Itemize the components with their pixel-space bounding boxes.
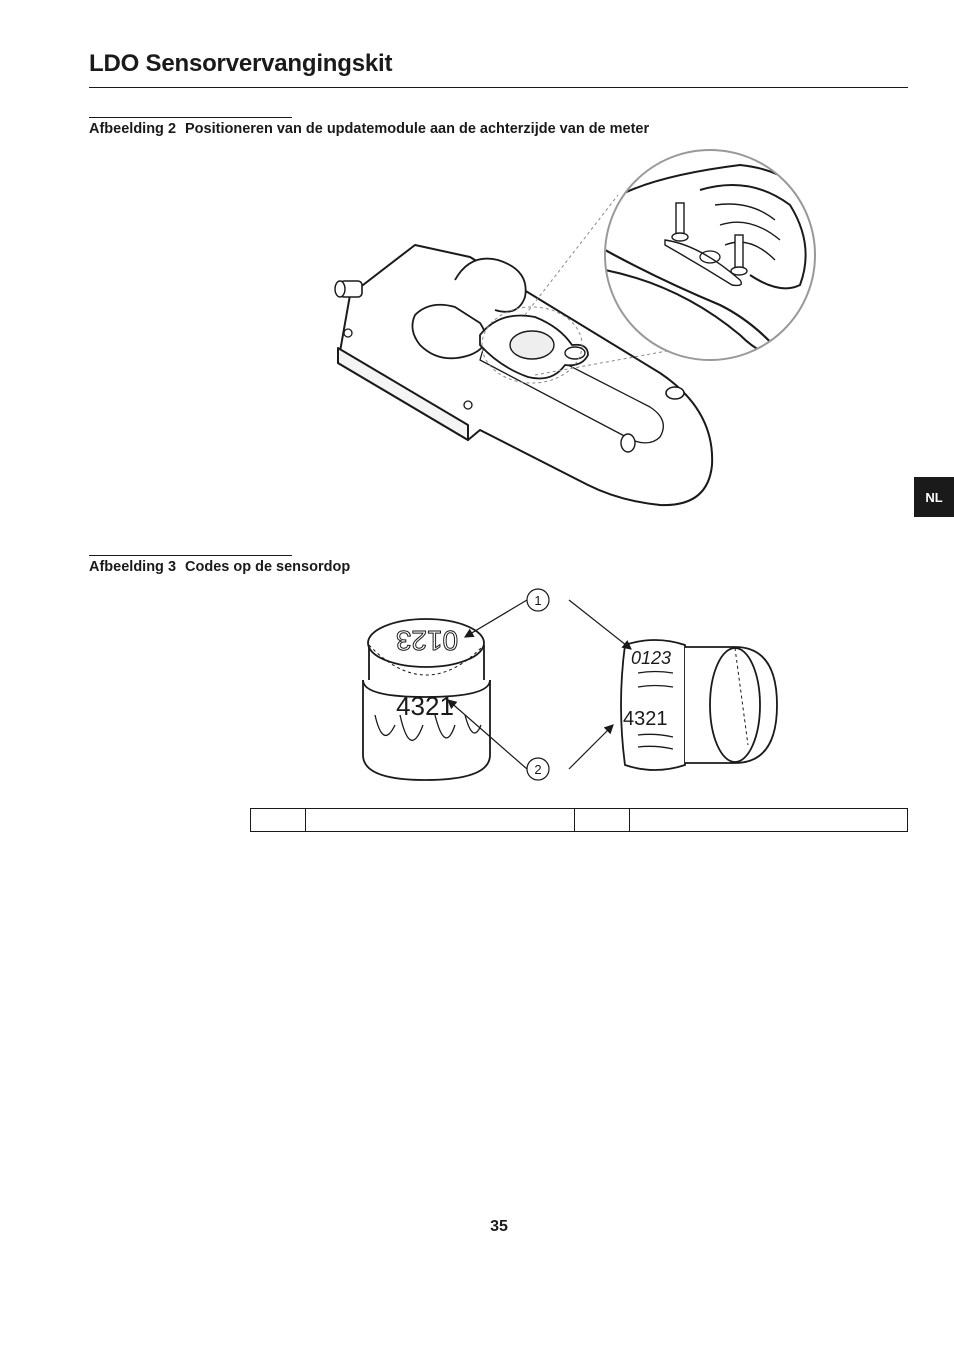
figure-3-caption-text: Codes op de sensordop (185, 559, 351, 575)
page-title: LDO Sensorvervangingskit (89, 50, 393, 77)
figure-2-label: Afbeelding 2 (89, 121, 177, 137)
table-row (251, 809, 908, 832)
figure-3-label: Afbeelding 3 (89, 559, 177, 575)
legend-num-2 (575, 809, 630, 832)
figure-2-caption (89, 121, 649, 137)
figure-2-caption-rule (89, 117, 292, 118)
legend-desc-1 (306, 809, 575, 832)
figure-3-caption (89, 559, 350, 575)
legend-desc-2 (630, 809, 908, 832)
figure-2-illustration (320, 145, 820, 525)
callout-1: 1 (534, 593, 542, 608)
language-tab: NL (914, 477, 954, 517)
figure-3-illustration (355, 585, 785, 790)
cap-side-code-right: 4321 (623, 708, 668, 730)
legend-num-1 (251, 809, 306, 832)
title-divider (89, 87, 908, 88)
cap-top-code-left: 0123 (395, 625, 459, 656)
figure-3-caption-rule (89, 555, 292, 556)
page-number: 35 (490, 1218, 508, 1235)
cap-top-code-right: 0123 (631, 648, 672, 668)
cap-side-code-left: 4321 (396, 691, 454, 721)
legend-table (250, 808, 908, 832)
callout-2: 2 (534, 762, 542, 777)
figure-2-caption-text: Positioneren van de updatemodule aan de achterzijde van de meter (185, 121, 650, 137)
